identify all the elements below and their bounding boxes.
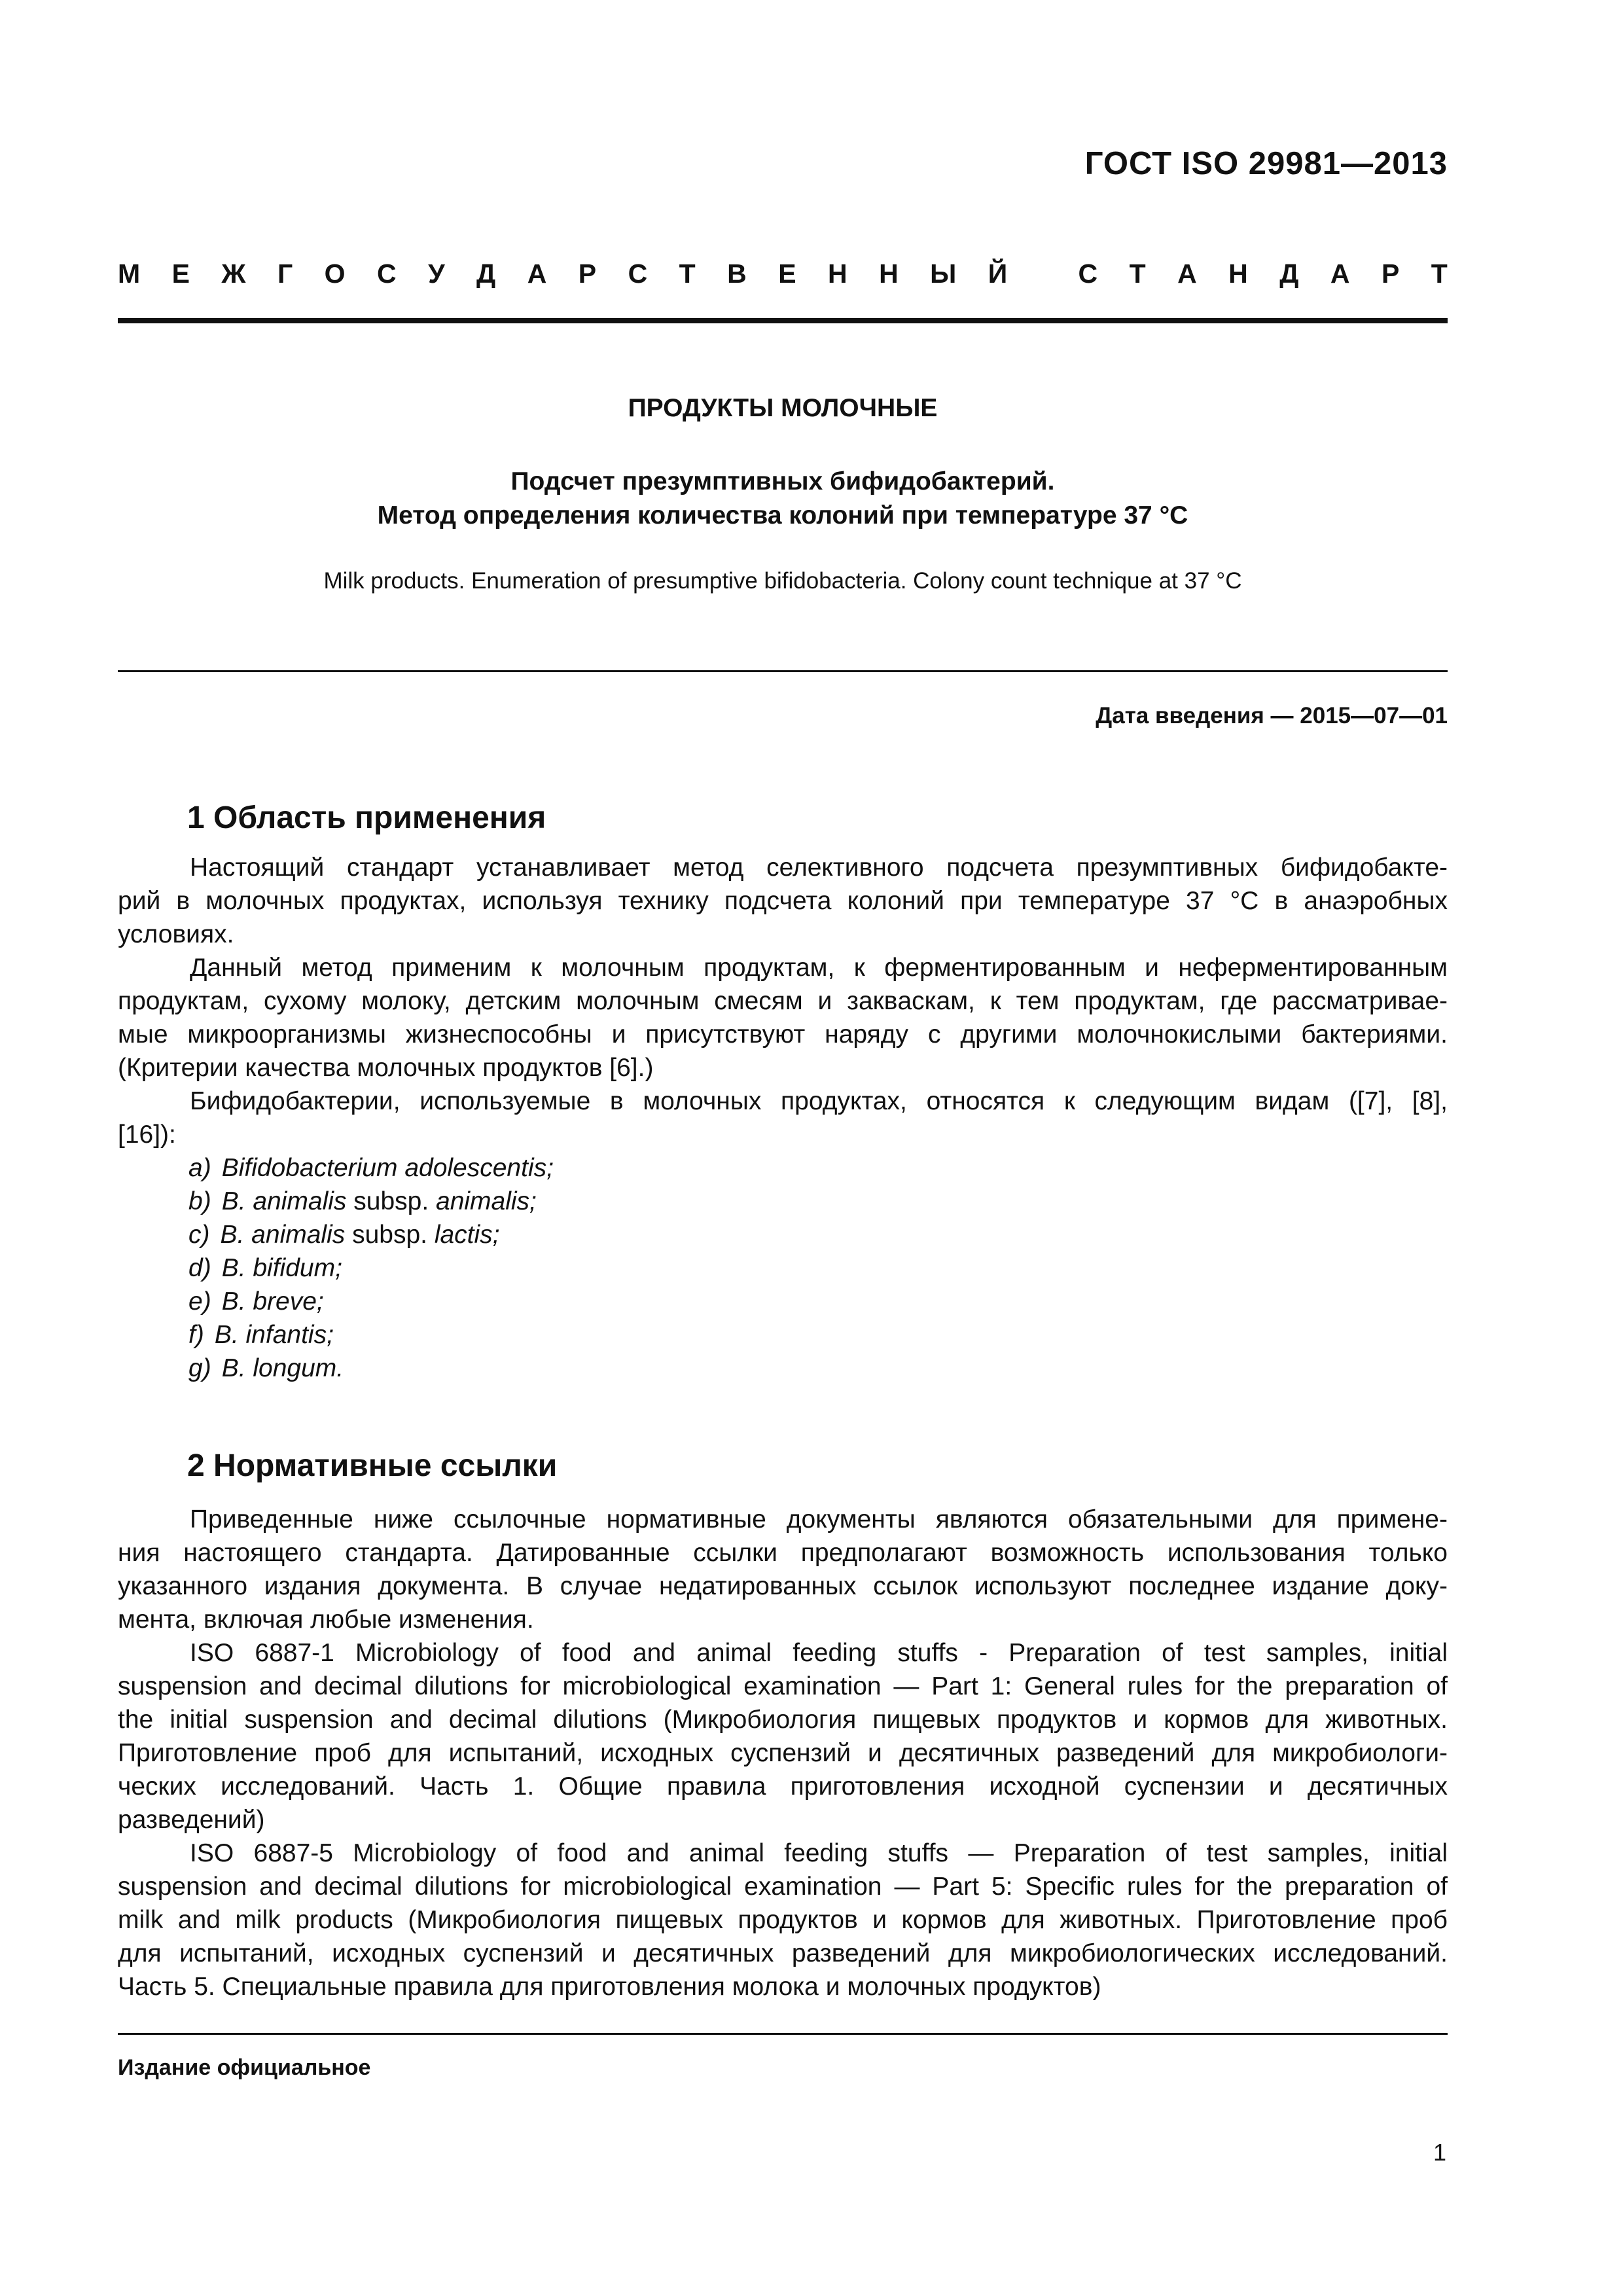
- species-marker: a): [188, 1154, 211, 1182]
- species-name: B. longum.: [221, 1354, 344, 1382]
- standard-type-letter: Т: [679, 259, 696, 289]
- text-line: ния настоящего стандарта. Датированные ссылки предполагают возможность использования только: [118, 1539, 1448, 1567]
- standard-type-letter: Е: [171, 259, 190, 289]
- section-2-paragraph-3: [118, 1837, 1448, 2003]
- page-number: 1: [1433, 2139, 1446, 2166]
- section-1-paragraph-2: [118, 951, 1448, 1085]
- species-item: [118, 1251, 1448, 1285]
- section-1-body: [118, 851, 1448, 1385]
- species-list: [118, 1151, 1448, 1385]
- title-rule: [118, 670, 1448, 672]
- standard-type-letter: О: [324, 259, 346, 289]
- species-item: [118, 1352, 1448, 1385]
- text-line: ISO 6887-5 Microbiology of food and animal feeding stuffs — Preparation of test samples, initial: [190, 1839, 1448, 1867]
- standard-type-letter: Д: [476, 259, 496, 289]
- species-marker: e): [188, 1287, 211, 1316]
- standard-type-letter: Н: [828, 259, 847, 289]
- species-item: [118, 1218, 1448, 1251]
- species-subsp-label: subsp.: [346, 1187, 436, 1215]
- english-title: Milk products. Enumeration of presumptive bifidobacteria. Colony count technique at 37 °C: [323, 568, 1242, 594]
- standard-subtitle: [118, 465, 1448, 533]
- standard-type-letter: Н: [879, 259, 899, 289]
- text-line: мые микроорганизмы жизнеспособны и присутствуют наряду с другими молочнокислыми бактериями.: [118, 1020, 1448, 1049]
- text-line: Приготовление проб для испытаний, исходных суспензий и десятичных разведений для микробиологи-: [118, 1739, 1448, 1767]
- text-line: Приведенные ниже ссылочные нормативные документы являются обязательными для примене-: [190, 1505, 1448, 1534]
- top-rule: [118, 318, 1448, 323]
- standard-type-letter: С: [377, 259, 397, 289]
- standard-type-letter: Й: [988, 259, 1008, 289]
- species-item: [118, 1151, 1448, 1185]
- standard-type-letter: Ж: [221, 259, 246, 289]
- species-name: B. animalis: [220, 1221, 346, 1249]
- section-1-heading: 1 Область применения: [187, 800, 546, 835]
- standard-type-letter: А: [1177, 259, 1197, 289]
- species-marker: d): [188, 1254, 211, 1282]
- text-line: рий в молочных продуктах, используя технику подсчета колоний при температуре 37 °С в анаэробных: [118, 887, 1448, 915]
- text-line: продуктам, сухому молоку, детским молочным смесям и заквaскам, к тем продуктам, где рассматривае-: [118, 987, 1448, 1015]
- species-item: [118, 1185, 1448, 1218]
- species-name: B. bifidum;: [221, 1254, 342, 1282]
- text-line: мента, включая любые изменения.: [118, 1605, 534, 1634]
- text-line: the initial suspension and decimal dilutions (Микробиология пищевых продуктов и кормов для животных.: [118, 1706, 1448, 1734]
- standard-type-letter: А: [527, 259, 547, 289]
- text-line: разведений): [118, 1806, 265, 1834]
- text-line: [16]):: [118, 1121, 176, 1149]
- text-line: указанного издания документа. В случае недатированных ссылок используют последнее издание доку-: [118, 1572, 1448, 1600]
- text-line: Данный метод применим к молочным продуктам, к ферментированным и неферментированным: [190, 954, 1448, 982]
- section-1-paragraph-3: [118, 1085, 1448, 1151]
- section-2-heading: 2 Нормативные ссылки: [187, 1448, 558, 1483]
- text-line: Часть 5. Специальные правила для приготовления молока и молочных продуктов): [118, 1973, 1101, 2001]
- text-line: условиях.: [118, 920, 234, 948]
- text-line: Бифидобактерии, используемые в молочных продуктах, относятся к следующим видам ([7], [8],: [190, 1087, 1448, 1115]
- gost-code: ГОСТ ISO 29981—2013: [1084, 146, 1448, 181]
- standard-type-letter: В: [727, 259, 747, 289]
- species-subsp-label: subsp.: [345, 1221, 435, 1249]
- text-line: ческих исследований. Часть 1. Общие правила приготовления исходной суспензии и десятичных: [118, 1772, 1448, 1801]
- official-edition-label: Издание официальное: [118, 2055, 371, 2080]
- footer-rule: [118, 2033, 1448, 2035]
- standard-type-letter: Н: [1228, 259, 1248, 289]
- standard-type-heading: [118, 259, 1448, 289]
- word-gap: [1039, 259, 1046, 289]
- species-subspecies: lactis;: [434, 1221, 500, 1249]
- text-line: (Критерии качества молочных продуктов [6].): [118, 1054, 654, 1082]
- standard-type-letter: У: [428, 259, 445, 289]
- text-line: suspension and decimal dilutions for microbiological examination — Part 5: Specific rules for the preparation of: [118, 1873, 1448, 1901]
- standard-type-letter: Ы: [930, 259, 957, 289]
- species-marker: b): [188, 1187, 211, 1215]
- species-name: B. infantis;: [214, 1321, 334, 1349]
- standard-type-letter: Г: [277, 259, 293, 289]
- species-marker: f): [188, 1321, 204, 1349]
- species-name: B. breve;: [221, 1287, 324, 1316]
- species-name: B. animalis: [221, 1187, 347, 1215]
- standard-type-letter: С: [1078, 259, 1098, 289]
- species-item: [118, 1318, 1448, 1352]
- standard-type-letter: Р: [578, 259, 597, 289]
- text-line: suspension and decimal dilutions for microbiological examination — Part 1: General rules for the preparation of: [118, 1672, 1448, 1700]
- text-line: ISO 6887-1 Microbiology of food and animal feeding stuffs - Preparation of test samples, initial: [190, 1639, 1448, 1667]
- standard-type-letter: С: [628, 259, 648, 289]
- section-2-body: [118, 1503, 1448, 2003]
- subtitle-line-1: Подсчет презумптивных бифидобактерий.: [510, 467, 1055, 495]
- text-line: milk and milk products (Микробиология пищевых продуктов и кормов для животных. Приготовление проб: [118, 1906, 1448, 1934]
- species-subspecies: animalis;: [436, 1187, 537, 1215]
- section-2-paragraph-1: [118, 1503, 1448, 1636]
- product-title: ПРОДУКТЫ МОЛОЧНЫЕ: [628, 394, 938, 422]
- section-2-paragraph-2: [118, 1636, 1448, 1837]
- species-marker: c): [188, 1221, 210, 1249]
- species-name: Bifidobacterium adolescentis;: [221, 1154, 554, 1182]
- standard-type-letter: Е: [778, 259, 796, 289]
- subtitle-line-2: Метод определения количества колоний при температуре 37 °С: [377, 501, 1188, 529]
- standard-type-letter: М: [118, 259, 141, 289]
- text-line: Настоящий стандарт устанавливает метод селективного подсчета презумптивных бифидобакте-: [190, 853, 1448, 882]
- standard-type-letter: Д: [1279, 259, 1299, 289]
- standard-type-letter: Т: [1129, 259, 1146, 289]
- section-1-paragraph-1: [118, 851, 1448, 951]
- species-marker: g): [188, 1354, 211, 1382]
- standard-type-letter: Р: [1381, 259, 1400, 289]
- introduction-date: Дата введения — 2015—07—01: [1096, 703, 1448, 728]
- text-line: для испытаний, исходных суспензий и десятичных разведений для микробиологических исследований.: [118, 1939, 1448, 1967]
- species-item: [118, 1285, 1448, 1318]
- standard-type-letter: А: [1330, 259, 1350, 289]
- standard-type-letter: Т: [1431, 259, 1448, 289]
